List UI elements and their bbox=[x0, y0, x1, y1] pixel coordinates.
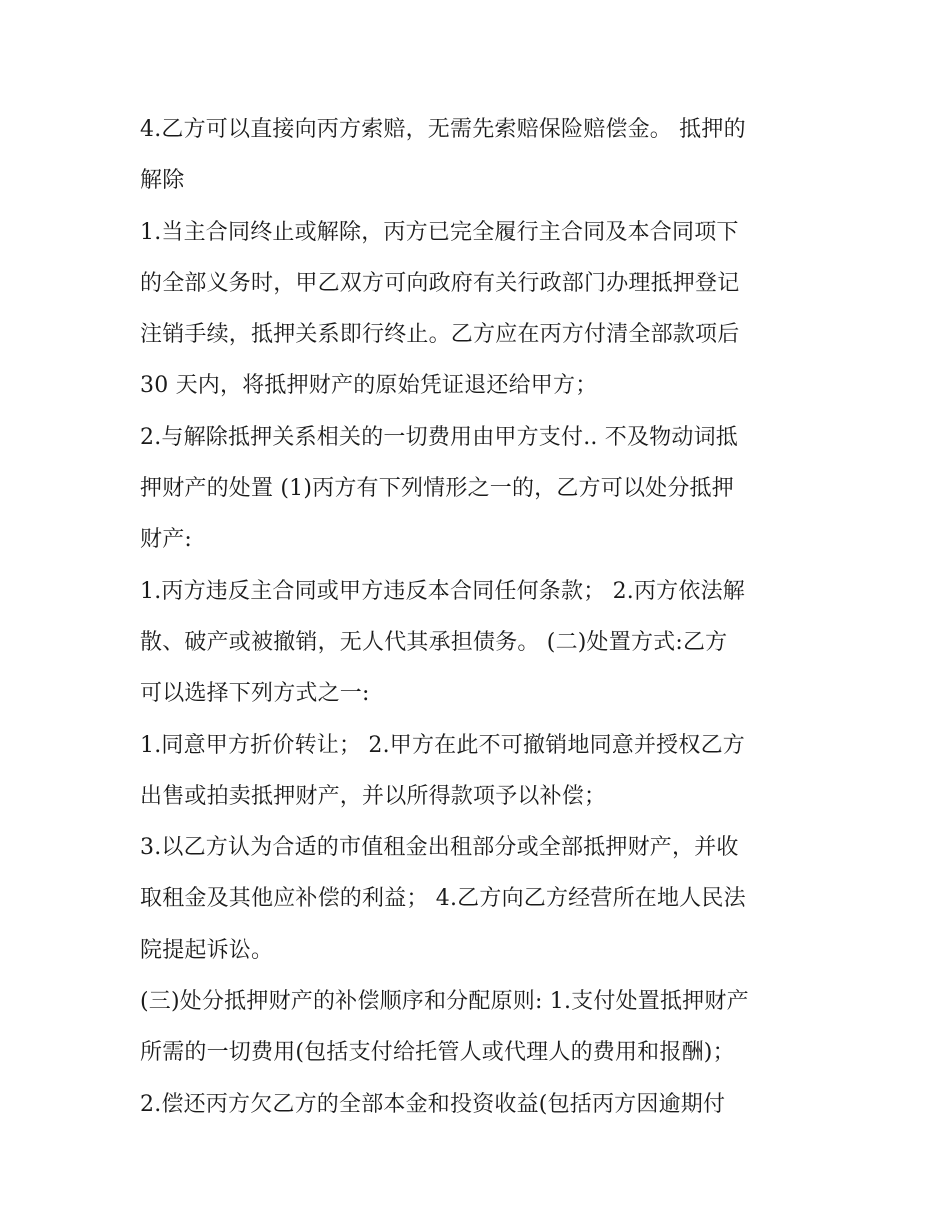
text-line: 的全部义务时，甲乙双方可向政府有关行政部门办理抵押登记 bbox=[140, 270, 740, 296]
document-body bbox=[140, 104, 812, 1130]
text-line: 3.以乙方认为合适的市值租金出租部分或全部抵押财产，并收 bbox=[140, 835, 739, 861]
text-line: 押财产的处置 (1)丙方有下列情形之一的，乙方可以处分抵押 bbox=[140, 476, 734, 502]
text-line: 散、破产或被撤销，无人代其承担债务。 (二)处置方式:乙方 bbox=[140, 629, 728, 655]
text-line: 4.乙方可以直接向丙方索赔，无需先索赔保险赔偿金。 抵押的 bbox=[140, 117, 746, 142]
text-line: 30 天内，将抵押财产的原始凭证退还给甲方； bbox=[140, 373, 598, 399]
text-line: 所需的一切费用(包括支付给托管人或代理人的费用和报酬)； bbox=[140, 1040, 735, 1066]
text-line: 1.丙方违反主合同或甲方违反本合同任何条款； 2.丙方依法解 bbox=[140, 578, 745, 604]
text-line: 院提起诉讼。 bbox=[140, 937, 274, 963]
text-line: 可以选择下列方式之一: bbox=[140, 681, 370, 707]
text-line: 取租金及其他应补偿的利益； 4.乙方向乙方经营所在地人民法 bbox=[140, 886, 746, 912]
text-line: 1.同意甲方折价转让； 2.甲方在此不可撤销地同意并授权乙方 bbox=[140, 732, 745, 758]
text-line: 2.与解除抵押关系相关的一切费用由甲方支付.. 不及物动词抵 bbox=[140, 424, 738, 450]
text-line: 注销手续，抵押关系即行终止。乙方应在丙方付清全部款项后 bbox=[140, 322, 740, 348]
text-line: 出售或拍卖抵押财产，并以所得款项予以补偿； bbox=[140, 783, 607, 809]
text-line: 财产: bbox=[140, 527, 193, 553]
text-line: 1.当主合同终止或解除，丙方已完全履行主合同及本合同项下 bbox=[140, 219, 739, 245]
text-line: (三)处分抵押财产的补偿顺序和分配原则: 1.支付处置抵押财产 bbox=[140, 989, 749, 1015]
text-line: 解除 bbox=[140, 168, 185, 194]
text-line: 2.偿还丙方欠乙方的全部本金和投资收益(包括丙方因逾期付 bbox=[140, 1091, 726, 1117]
